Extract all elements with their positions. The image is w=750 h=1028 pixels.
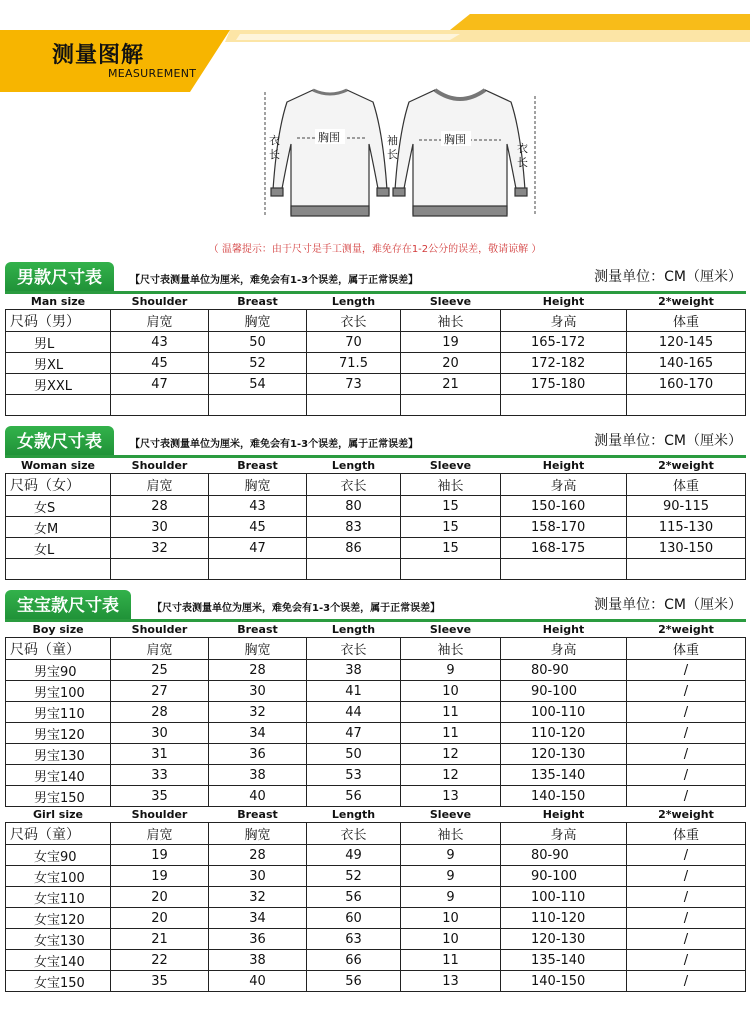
women-cn-header-row-cell: 肩宽: [111, 474, 209, 496]
kids-data-row-cell: 135-140: [501, 765, 627, 786]
kids-data-row-cell: 44: [307, 702, 401, 723]
sweater-back-illustration: [271, 90, 389, 216]
men-data-row-cell: 45: [111, 353, 209, 374]
kids-cn-header-row-cell: 尺码（童）: [6, 823, 111, 845]
kids-data-row-cell: 男宝140: [6, 765, 111, 786]
men-empty-row-cell: [111, 395, 209, 416]
men-data-row-cell: 47: [111, 374, 209, 395]
men-en-header-row-cell: Sleeve: [429, 295, 472, 308]
men-en-header-row-cell: Breast: [237, 295, 278, 308]
women-data-row-cell: 158-170: [501, 517, 627, 538]
women-section-header: [0, 426, 750, 458]
kids-en-header-row-cell: Sleeve: [429, 808, 472, 821]
women-cn-header-row: [6, 474, 746, 496]
men-section-header: [0, 262, 750, 294]
kids-data-row: [6, 786, 746, 807]
banner-subtitle: MEASUREMENT: [108, 67, 197, 80]
men-data-row-cell: 21: [401, 374, 501, 395]
kids-data-row-cell: 28: [209, 845, 307, 866]
women-cn-header-row-cell: 胸宽: [209, 474, 307, 496]
kids-cn-header-row-cell: 胸宽: [209, 638, 307, 660]
kids-cn-header-row-cell: 身高: [501, 823, 627, 845]
kids-data-row-cell: 56: [307, 971, 401, 992]
women-data-row-cell: 女S: [6, 496, 111, 517]
kids-data-row-cell: 21: [111, 929, 209, 950]
kids-data-row-cell: 90-100: [501, 866, 627, 887]
kids-cn-header-row: [6, 638, 746, 660]
left-length-label-1: 衣: [269, 134, 280, 147]
women-data-row: [6, 538, 746, 559]
women-data-row-cell: 15: [401, 496, 501, 517]
kids-data-row-cell: 男宝130: [6, 744, 111, 765]
men-data-row-cell: 120-145: [627, 332, 746, 353]
women-empty-row-cell: [111, 559, 209, 580]
men-data-row-cell: 43: [111, 332, 209, 353]
women-size-table: [5, 458, 746, 580]
men-cn-header-row-cell: 胸宽: [209, 310, 307, 332]
kids-data-row-cell: 36: [209, 744, 307, 765]
men-data-row-cell: 男XL: [6, 353, 111, 374]
kids-cn-header-row-cell: 衣长: [307, 638, 401, 660]
kids-cn-header-row-cell: 袖长: [401, 638, 501, 660]
kids-en-header-row-cell: 2*weight: [658, 623, 714, 636]
men-data-row-cell: 男XXL: [6, 374, 111, 395]
kids-data-row-cell: 41: [307, 681, 401, 702]
kids-data-row-cell: 120-130: [501, 929, 627, 950]
kids-data-row: [6, 908, 746, 929]
right-chest-label: 胸围: [444, 133, 466, 146]
kids-data-row-cell: 30: [209, 866, 307, 887]
kids-data-row-cell: 20: [111, 887, 209, 908]
kids-data-row-cell: 女宝110: [6, 887, 111, 908]
kids-en-header-row: [6, 622, 746, 638]
kids-data-row-cell: /: [627, 723, 746, 744]
kids-data-row: [6, 845, 746, 866]
men-data-row-cell: 70: [307, 332, 401, 353]
kids-size-table: [5, 622, 746, 992]
kids-data-row-cell: 25: [111, 660, 209, 681]
men-data-row-cell: 165-172: [501, 332, 627, 353]
kids-en-header-row-cell: Shoulder: [131, 808, 188, 821]
kids-data-row-cell: 80-90: [501, 845, 627, 866]
kids-data-row-cell: 31: [111, 744, 209, 765]
kids-en-header-row-cell: Breast: [237, 623, 278, 636]
kids-data-row-cell: 53: [307, 765, 401, 786]
women-data-row-cell: 150-160: [501, 496, 627, 517]
men-section-rule: [5, 291, 746, 294]
kids-data-row-cell: 9: [401, 887, 501, 908]
kids-cn-header-row-cell: 袖长: [401, 823, 501, 845]
kids-data-row-cell: 9: [401, 845, 501, 866]
kids-data-row-cell: 女宝90: [6, 845, 111, 866]
kids-data-row: [6, 971, 746, 992]
men-data-row-cell: 160-170: [627, 374, 746, 395]
kids-data-row-cell: 47: [307, 723, 401, 744]
women-data-row-cell: 15: [401, 517, 501, 538]
kids-data-row-cell: 140-150: [501, 971, 627, 992]
kids-data-row-cell: 35: [111, 971, 209, 992]
kids-data-row-cell: 11: [401, 950, 501, 971]
kids-data-row-cell: 63: [307, 929, 401, 950]
women-empty-row-cell: [501, 559, 627, 580]
men-cn-header-row: [6, 310, 746, 332]
men-cn-header-row-cell: 体重: [627, 310, 746, 332]
kids-data-row-cell: 男宝100: [6, 681, 111, 702]
women-en-header-row-cell: Breast: [237, 459, 278, 472]
men-data-row-cell: 172-182: [501, 353, 627, 374]
kids-data-row-cell: 40: [209, 971, 307, 992]
kids-data-row-cell: /: [627, 950, 746, 971]
women-cn-header-row-cell: 体重: [627, 474, 746, 496]
sleeve-label-1: 袖: [387, 134, 398, 147]
women-empty-row: [6, 559, 746, 580]
kids-en-header-row-cell: Sleeve: [429, 623, 472, 636]
kids-data-row-cell: 13: [401, 786, 501, 807]
women-data-row-cell: 90-115: [627, 496, 746, 517]
women-data-row-cell: 女M: [6, 517, 111, 538]
kids-data-row-cell: 男宝110: [6, 702, 111, 723]
kids-data-row-cell: 38: [307, 660, 401, 681]
kids-data-row-cell: /: [627, 744, 746, 765]
women-empty-row-cell: [307, 559, 401, 580]
kids-cn-header-row-cell: 体重: [627, 823, 746, 845]
men-en-header-row-cell: Height: [542, 295, 585, 308]
kids-en-header-row-cell: Boy size: [32, 623, 84, 636]
kids-data-row-cell: /: [627, 702, 746, 723]
kids-en-header-row-cell: Breast: [237, 808, 278, 821]
men-cn-header-row-cell: 尺码（男）: [6, 310, 111, 332]
kids-en-header-row-cell: Length: [331, 623, 376, 636]
women-empty-row-cell: [6, 559, 111, 580]
kids-cn-header-row-cell: 肩宽: [111, 823, 209, 845]
women-data-row-cell: 86: [307, 538, 401, 559]
men-empty-row-cell: [501, 395, 627, 416]
kids-data-row: [6, 660, 746, 681]
kids-data-row: [6, 744, 746, 765]
kids-data-row-cell: 女宝150: [6, 971, 111, 992]
women-section-title: 女款尺寸表: [5, 426, 114, 458]
kids-data-row-cell: 60: [307, 908, 401, 929]
kids-data-row-cell: 11: [401, 702, 501, 723]
kids-data-row: [6, 723, 746, 744]
men-empty-row-cell: [209, 395, 307, 416]
women-data-row-cell: 15: [401, 538, 501, 559]
kids-data-row-cell: /: [627, 765, 746, 786]
kids-en-header-row-cell: 2*weight: [658, 808, 714, 821]
kids-data-row-cell: 49: [307, 845, 401, 866]
kids-data-row-cell: 22: [111, 950, 209, 971]
men-cn-header-row-cell: 肩宽: [111, 310, 209, 332]
men-data-row-cell: 175-180: [501, 374, 627, 395]
women-en-header-row-cell: Length: [331, 459, 376, 472]
women-empty-row-cell: [627, 559, 746, 580]
kids-cn-header-row-cell: 胸宽: [209, 823, 307, 845]
men-data-row-cell: 50: [209, 332, 307, 353]
kids-data-row-cell: /: [627, 845, 746, 866]
men-en-header-row-cell: Length: [331, 295, 376, 308]
men-en-header-row: [6, 294, 746, 310]
kids-data-row-cell: 12: [401, 765, 501, 786]
kids-data-row-cell: 52: [307, 866, 401, 887]
kids-data-row-cell: /: [627, 929, 746, 950]
women-cn-header-row-cell: 尺码（女）: [6, 474, 111, 496]
women-data-row-cell: 32: [111, 538, 209, 559]
kids-data-row-cell: 30: [111, 723, 209, 744]
kids-section-header: [0, 590, 750, 622]
women-cn-header-row-cell: 衣长: [307, 474, 401, 496]
kids-data-row-cell: 135-140: [501, 950, 627, 971]
men-section-note: 【尺寸表测量单位为厘米，难免会有1-3个误差，属于正常误差】: [130, 275, 419, 286]
banner-title: 测量图解: [52, 43, 145, 68]
kids-data-row-cell: 33: [111, 765, 209, 786]
men-empty-row-cell: [307, 395, 401, 416]
men-cn-header-row-cell: 身高: [501, 310, 627, 332]
kids-data-row-cell: 男宝150: [6, 786, 111, 807]
kids-data-row-cell: 34: [209, 723, 307, 744]
kids-data-row-cell: 32: [209, 887, 307, 908]
kids-data-row: [6, 887, 746, 908]
women-empty-row-cell: [209, 559, 307, 580]
women-data-row-cell: 80: [307, 496, 401, 517]
kids-en-header-row-cell: Height: [542, 623, 585, 636]
men-data-row-cell: 19: [401, 332, 501, 353]
kids-data-row-cell: 50: [307, 744, 401, 765]
women-en-header-row: [6, 458, 746, 474]
measurement-notice: （ 温馨提示：由于尺寸是手工测量，难免存在1-2公分的误差，敬请谅解 ）: [208, 244, 542, 255]
kids-data-row-cell: 女宝130: [6, 929, 111, 950]
women-data-row-cell: 30: [111, 517, 209, 538]
kids-data-row-cell: 140-150: [501, 786, 627, 807]
men-size-table: [5, 294, 746, 416]
kids-data-row-cell: 110-120: [501, 723, 627, 744]
women-data-row-cell: 女L: [6, 538, 111, 559]
kids-data-row-cell: 32: [209, 702, 307, 723]
women-data-row: [6, 496, 746, 517]
men-data-row-cell: 男L: [6, 332, 111, 353]
kids-data-row-cell: /: [627, 908, 746, 929]
men-en-header-row-cell: 2*weight: [658, 295, 714, 308]
kids-data-row-cell: 120-130: [501, 744, 627, 765]
men-section-unit: 测量单位：CM（厘米）: [594, 269, 742, 285]
kids-data-row-cell: /: [627, 971, 746, 992]
kids-data-row-cell: 27: [111, 681, 209, 702]
kids-cn-header-row: [6, 823, 746, 845]
men-cn-header-row-cell: 袖长: [401, 310, 501, 332]
women-cn-header-row-cell: 袖长: [401, 474, 501, 496]
women-section-note: 【尺寸表测量单位为厘米，难免会有1-3个误差，属于正常误差】: [130, 439, 419, 450]
men-empty-row-cell: [401, 395, 501, 416]
kids-data-row-cell: 9: [401, 866, 501, 887]
kids-size-section: [0, 590, 750, 992]
women-data-row-cell: 43: [209, 496, 307, 517]
women-en-header-row-cell: Height: [542, 459, 585, 472]
sleeve-label-2: 长: [387, 148, 398, 161]
kids-en-header-row-cell: Height: [542, 808, 585, 821]
kids-cn-header-row-cell: 衣长: [307, 823, 401, 845]
right-length-label-1: 衣: [517, 142, 528, 155]
kids-data-row-cell: /: [627, 681, 746, 702]
kids-en-header-row-cell: Shoulder: [131, 623, 188, 636]
kids-data-row-cell: 9: [401, 660, 501, 681]
kids-data-row-cell: 女宝140: [6, 950, 111, 971]
kids-data-row-cell: 110-120: [501, 908, 627, 929]
right-length-label-2: 长: [517, 156, 528, 169]
kids-data-row-cell: 10: [401, 681, 501, 702]
women-data-row-cell: 115-130: [627, 517, 746, 538]
men-cn-header-row-cell: 衣长: [307, 310, 401, 332]
kids-en-header-row-cell: Girl size: [32, 808, 83, 821]
kids-data-row: [6, 765, 746, 786]
men-data-row-cell: 20: [401, 353, 501, 374]
kids-data-row-cell: 90-100: [501, 681, 627, 702]
men-data-row-cell: 52: [209, 353, 307, 374]
kids-data-row-cell: 10: [401, 908, 501, 929]
kids-data-row-cell: 20: [111, 908, 209, 929]
kids-data-row: [6, 681, 746, 702]
kids-data-row-cell: /: [627, 786, 746, 807]
kids-data-row: [6, 702, 746, 723]
kids-data-row-cell: 女宝120: [6, 908, 111, 929]
kids-section-unit: 测量单位：CM（厘米）: [594, 597, 742, 613]
women-en-header-row-cell: Shoulder: [131, 459, 188, 472]
kids-data-row-cell: 40: [209, 786, 307, 807]
women-data-row-cell: 130-150: [627, 538, 746, 559]
kids-data-row-cell: 80-90: [501, 660, 627, 681]
women-en-header-row-cell: Sleeve: [429, 459, 472, 472]
measurement-banner: [0, 0, 750, 92]
women-data-row-cell: 28: [111, 496, 209, 517]
kids-cn-header-row-cell: 肩宽: [111, 638, 209, 660]
kids-cn-header-row-cell: 体重: [627, 638, 746, 660]
kids-en-header-row: [6, 807, 746, 823]
kids-data-row: [6, 866, 746, 887]
men-data-row-cell: 54: [209, 374, 307, 395]
women-data-row-cell: 168-175: [501, 538, 627, 559]
kids-data-row-cell: 12: [401, 744, 501, 765]
men-data-row: [6, 374, 746, 395]
men-en-header-row-cell: Shoulder: [131, 295, 188, 308]
men-size-section: [0, 262, 750, 416]
kids-cn-header-row-cell: 身高: [501, 638, 627, 660]
men-data-row: [6, 332, 746, 353]
men-empty-row-cell: [627, 395, 746, 416]
kids-data-row-cell: /: [627, 660, 746, 681]
kids-data-row-cell: 男宝90: [6, 660, 111, 681]
men-empty-row-cell: [6, 395, 111, 416]
kids-data-row-cell: 38: [209, 765, 307, 786]
kids-section-note: 【尺寸表测量单位为厘米，难免会有1-3个误差，属于正常误差】: [152, 603, 441, 614]
women-en-header-row-cell: Woman size: [20, 459, 96, 472]
women-section-rule: [5, 455, 746, 458]
kids-data-row-cell: 11: [401, 723, 501, 744]
kids-data-row-cell: 38: [209, 950, 307, 971]
kids-data-row: [6, 950, 746, 971]
kids-data-row-cell: 13: [401, 971, 501, 992]
kids-data-row-cell: 19: [111, 866, 209, 887]
kids-data-row-cell: 56: [307, 786, 401, 807]
kids-data-row-cell: /: [627, 887, 746, 908]
men-data-row-cell: 73: [307, 374, 401, 395]
kids-data-row-cell: 66: [307, 950, 401, 971]
women-section-unit: 测量单位：CM（厘米）: [594, 433, 742, 449]
men-data-row-cell: 71.5: [307, 353, 401, 374]
kids-section-rule: [5, 619, 746, 622]
sweater-front-illustration: [393, 90, 527, 216]
kids-data-row-cell: /: [627, 866, 746, 887]
women-empty-row-cell: [401, 559, 501, 580]
kids-data-row-cell: 女宝100: [6, 866, 111, 887]
kids-data-row-cell: 100-110: [501, 887, 627, 908]
men-empty-row: [6, 395, 746, 416]
measurement-diagram: [255, 82, 545, 232]
women-data-row: [6, 517, 746, 538]
men-data-row: [6, 353, 746, 374]
kids-data-row-cell: 10: [401, 929, 501, 950]
kids-data-row: [6, 929, 746, 950]
kids-data-row-cell: 35: [111, 786, 209, 807]
kids-data-row-cell: 19: [111, 845, 209, 866]
left-chest-label: 胸围: [318, 131, 340, 144]
kids-data-row-cell: 30: [209, 681, 307, 702]
women-en-header-row-cell: 2*weight: [658, 459, 714, 472]
kids-data-row-cell: 男宝120: [6, 723, 111, 744]
kids-data-row-cell: 28: [111, 702, 209, 723]
kids-data-row-cell: 34: [209, 908, 307, 929]
women-size-section: [0, 426, 750, 580]
left-length-label-2: 长: [269, 148, 280, 161]
men-data-row-cell: 140-165: [627, 353, 746, 374]
kids-data-row-cell: 36: [209, 929, 307, 950]
kids-en-header-row-cell: Length: [331, 808, 376, 821]
kids-section-title: 宝宝款尺寸表: [5, 590, 131, 622]
kids-data-row-cell: 100-110: [501, 702, 627, 723]
men-section-title: 男款尺寸表: [5, 262, 114, 294]
men-en-header-row-cell: Man size: [30, 295, 86, 308]
women-data-row-cell: 83: [307, 517, 401, 538]
kids-cn-header-row-cell: 尺码（童）: [6, 638, 111, 660]
women-cn-header-row-cell: 身高: [501, 474, 627, 496]
kids-data-row-cell: 56: [307, 887, 401, 908]
women-data-row-cell: 45: [209, 517, 307, 538]
kids-data-row-cell: 28: [209, 660, 307, 681]
women-data-row-cell: 47: [209, 538, 307, 559]
